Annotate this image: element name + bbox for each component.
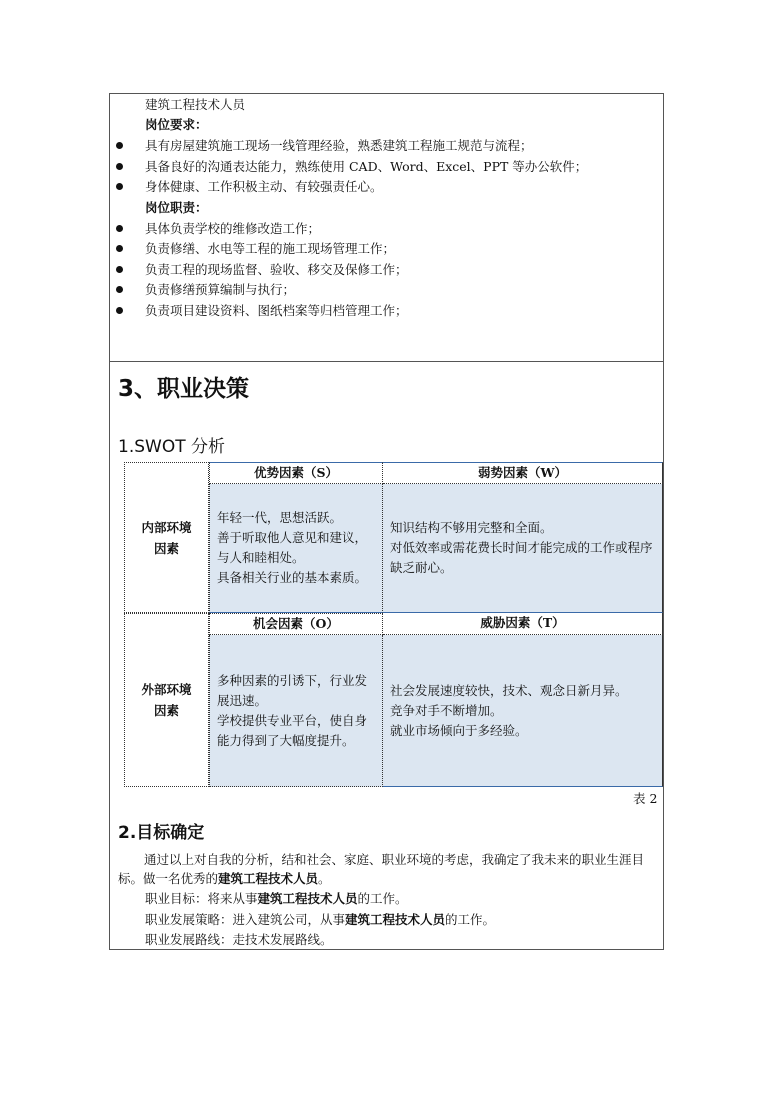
bullet-icon	[116, 286, 123, 293]
opportunities-header: 机会因素（O）	[209, 613, 383, 635]
internal-label: 内部环境因素	[124, 462, 209, 613]
bullet-icon	[116, 142, 123, 149]
goal-strategy: 职业发展策略：进入建筑公司，从事建筑工程技术人员的工作。	[145, 912, 496, 927]
bullet-icon	[116, 225, 123, 232]
duty-item: 具体负责学校的维修改造工作；	[145, 221, 321, 236]
strengths-content: 年轻一代，思想活跃。 善于听取他人意见和建议，与人和睦相处。 具备相关行业的基本素质。	[209, 484, 383, 613]
swot-table	[124, 462, 663, 787]
duty-item: 负责工程的现场监督、验收、移交及保修工作；	[145, 262, 408, 277]
goal-intro: 通过以上对自我的分析，结和社会、家庭、职业环境的考虑，我确定了我未来的职业生涯目标。做一名优秀的建筑工程技术人员。	[118, 852, 645, 886]
goal-route: 职业发展路线：走技术发展路线。	[145, 932, 333, 947]
opportunities-content: 多种因素的引诱下，行业发展迅速。 学校提供专业平台，使自身能力得到了大幅度提升。	[209, 635, 383, 787]
duty-item: 负责修缮预算编制与执行；	[145, 282, 296, 297]
strengths-header: 优势因素（S）	[209, 462, 383, 484]
requirement-item: 具备良好的沟通表达能力，熟练使用 CAD、Word、Excel、PPT 等办公软件；	[145, 159, 588, 174]
requirement-item: 具有房屋建筑施工现场一线管理经验，熟悉建筑工程施工规范与流程；	[145, 138, 533, 153]
bullet-icon	[116, 245, 123, 252]
threats-content: 社会发展速度较快，技术、观念日新月异。 竞争对手不断增加。 就业市场倾向于多经验。	[383, 635, 663, 787]
requirements-heading: 岗位要求：	[145, 117, 208, 132]
section-heading: 3、职业决策	[118, 376, 250, 402]
swot-heading: 1.SWOT 分析	[118, 437, 225, 457]
weaknesses-header: 弱势因素（W）	[383, 462, 663, 484]
goal-target: 职业目标：将来从事建筑工程技术人员的工作。	[145, 891, 408, 906]
bullet-icon	[116, 307, 123, 314]
threats-header: 威胁因素（T）	[383, 613, 663, 635]
bullet-icon	[116, 183, 123, 190]
bullet-icon	[116, 266, 123, 273]
duty-item: 负责修缮、水电等工程的施工现场管理工作；	[145, 241, 396, 256]
requirement-item: 身体健康、工作积极主动、有较强责任心。	[145, 179, 383, 194]
goal-heading: 2.目标确定	[118, 823, 205, 843]
duties-heading: 岗位职责：	[145, 200, 208, 215]
duty-item: 负责项目建设资料、图纸档案等归档管理工作；	[145, 303, 408, 318]
job-title: 建筑工程技术人员	[145, 97, 246, 112]
bullet-icon	[116, 163, 123, 170]
table-caption: 表 2	[633, 791, 658, 806]
section-divider	[109, 361, 664, 362]
external-label: 外部环境因素	[124, 613, 209, 787]
weaknesses-content: 知识结构不够用完整和全面。 对低效率或需花费长时间才能完成的工作或程序缺乏耐心。	[383, 484, 663, 613]
